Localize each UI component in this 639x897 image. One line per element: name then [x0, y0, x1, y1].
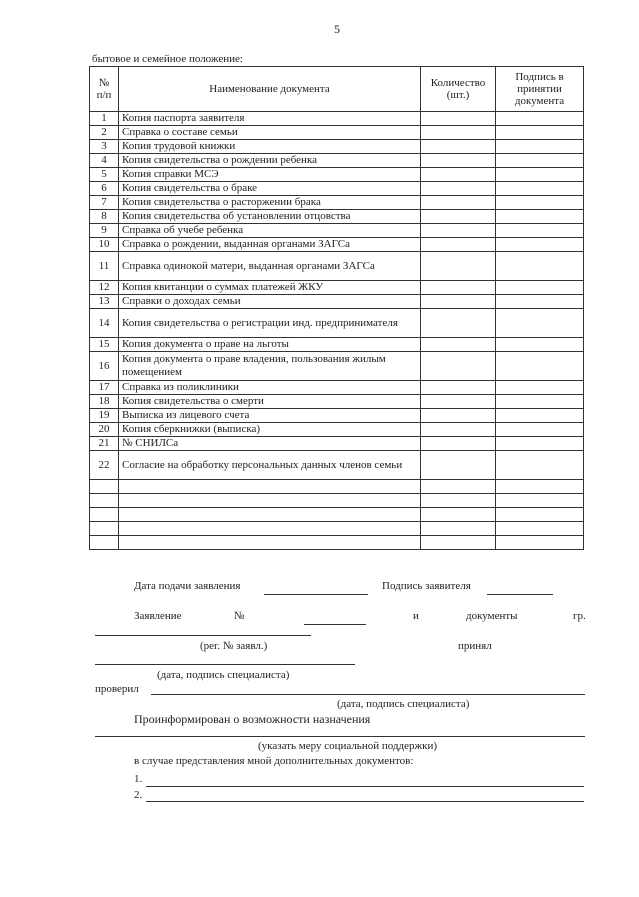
row-signature-cell[interactable] [496, 295, 584, 309]
table-row [90, 168, 584, 182]
row-document-name: Выписка из лицевого счета [119, 409, 421, 423]
informed-label: Проинформирован о возможности назначения [134, 712, 371, 726]
row-document-name: Справка об учебе ребенка [119, 224, 421, 238]
row-signature-cell[interactable] [496, 140, 584, 154]
header-document-name: Наименование документа [119, 67, 421, 112]
row-quantity-cell[interactable] [421, 140, 496, 154]
table-row [90, 252, 584, 281]
checked-label: проверил [95, 683, 139, 695]
reg-number-label: (рег. № заявл.) [200, 640, 268, 652]
submit-date-line[interactable] [264, 594, 368, 595]
row-signature-cell[interactable] [496, 126, 584, 140]
row-document-name: Копия свидетельства о смерти [119, 395, 421, 409]
blank-row [90, 508, 584, 522]
row-number: 19 [90, 409, 119, 423]
row-number: 18 [90, 395, 119, 409]
row-document-name: Копия справки МСЭ [119, 168, 421, 182]
row-signature-cell[interactable] [496, 182, 584, 196]
row-number: 14 [90, 309, 119, 338]
table-row [90, 381, 584, 395]
statement-number-line[interactable] [304, 624, 366, 625]
submit-date-label: Дата подачи заявления [134, 580, 241, 592]
date-signature-label-2: (дата, подпись специалиста) [337, 698, 470, 710]
blank-row [90, 522, 584, 536]
row-document-name: Справка о составе семьи [119, 126, 421, 140]
row-quantity-cell[interactable] [421, 126, 496, 140]
table-row [90, 182, 584, 196]
row-number: 15 [90, 338, 119, 352]
table-row [90, 126, 584, 140]
blank-row [90, 494, 584, 508]
header-number: № п/п [90, 67, 119, 112]
table-row [90, 224, 584, 238]
row-document-name: Копия свидетельства об установлении отцовства [119, 210, 421, 224]
row-signature-cell[interactable] [496, 238, 584, 252]
row-signature-cell[interactable] [496, 409, 584, 423]
and-label: и [413, 610, 419, 622]
accepted-signature-line[interactable] [95, 664, 355, 665]
row-signature-cell[interactable] [496, 309, 584, 338]
row-document-name: Копия свидетельства о рождении ребенка [119, 154, 421, 168]
table-row [90, 451, 584, 480]
row-signature-cell[interactable] [496, 252, 584, 281]
table-row [90, 154, 584, 168]
table-row [90, 352, 584, 381]
row-document-name: Справки о доходах семьи [119, 295, 421, 309]
row-signature-cell[interactable] [496, 437, 584, 451]
row-document-name: Копия квитанции о суммах платежей ЖКУ [119, 281, 421, 295]
citizen-name-line[interactable] [95, 635, 311, 636]
intro-text: бытовое и семейное положение: [92, 53, 243, 65]
row-number: 10 [90, 238, 119, 252]
row-quantity-cell[interactable] [421, 154, 496, 168]
row-document-name: Справка о рождении, выданная органами ЗАГСа [119, 238, 421, 252]
row-quantity-cell[interactable] [421, 437, 496, 451]
row-number: 4 [90, 154, 119, 168]
row-signature-cell[interactable] [496, 224, 584, 238]
row-quantity-cell[interactable] [421, 196, 496, 210]
item-1-label: 1. [134, 773, 143, 785]
row-document-name: № СНИЛСа [119, 437, 421, 451]
row-quantity-cell[interactable] [421, 423, 496, 437]
row-signature-cell[interactable] [496, 112, 584, 126]
row-document-name: Копия трудовой книжки [119, 140, 421, 154]
checked-signature-line[interactable] [151, 694, 585, 695]
row-signature-cell[interactable] [496, 168, 584, 182]
row-signature-cell[interactable] [496, 352, 584, 381]
table-row [90, 409, 584, 423]
row-quantity-cell[interactable] [421, 352, 496, 381]
support-measure-label: (указать меру социальной поддержки) [258, 740, 437, 752]
row-quantity-cell[interactable] [421, 281, 496, 295]
row-signature-cell[interactable] [496, 154, 584, 168]
row-quantity-cell[interactable] [421, 395, 496, 409]
row-number: 13 [90, 295, 119, 309]
table-row [90, 309, 584, 338]
item-2-label: 2. [134, 789, 143, 801]
row-document-name: Копия документа о праве на льготы [119, 338, 421, 352]
table-row [90, 338, 584, 352]
row-number: 5 [90, 168, 119, 182]
item-2-line[interactable] [146, 801, 584, 802]
row-number: 21 [90, 437, 119, 451]
row-document-name: Справка одинокой матери, выданная органами ЗАГСа [119, 252, 421, 281]
accepted-label: принял [458, 640, 492, 652]
row-signature-cell[interactable] [496, 210, 584, 224]
table-row [90, 112, 584, 126]
row-document-name: Согласие на обработку персональных данных членов семьи [119, 451, 421, 480]
row-number: 16 [90, 352, 119, 381]
row-signature-cell[interactable] [496, 395, 584, 409]
table-row [90, 437, 584, 451]
statement-label: Заявление [134, 610, 182, 622]
row-number: 8 [90, 210, 119, 224]
documents-table [89, 66, 584, 550]
row-signature-cell[interactable] [496, 196, 584, 210]
table-row [90, 395, 584, 409]
row-quantity-cell[interactable] [421, 210, 496, 224]
row-quantity-cell[interactable] [421, 338, 496, 352]
row-signature-cell[interactable] [496, 338, 584, 352]
row-quantity-cell[interactable] [421, 409, 496, 423]
number-sign: № [234, 610, 245, 622]
support-measure-line[interactable] [95, 736, 585, 737]
row-number: 11 [90, 252, 119, 281]
row-quantity-cell[interactable] [421, 182, 496, 196]
table-row [90, 238, 584, 252]
row-document-name: Копия сберкнижки (выписка) [119, 423, 421, 437]
row-quantity-cell[interactable] [421, 451, 496, 480]
row-quantity-cell[interactable] [421, 252, 496, 281]
row-quantity-cell[interactable] [421, 309, 496, 338]
citizen-label: гр. [573, 610, 586, 622]
table-row [90, 140, 584, 154]
applicant-signature-line[interactable] [487, 594, 553, 595]
row-number: 9 [90, 224, 119, 238]
blank-row [90, 536, 584, 550]
header-quantity: Количество (шт.) [421, 67, 496, 112]
table-row [90, 295, 584, 309]
table-row [90, 210, 584, 224]
row-document-name: Копия свидетельства о браке [119, 182, 421, 196]
applicant-signature-label: Подпись заявителя [382, 580, 471, 592]
row-number: 7 [90, 196, 119, 210]
page-number: 5 [334, 22, 340, 36]
item-1-line[interactable] [146, 786, 584, 787]
row-signature-cell[interactable] [496, 423, 584, 437]
additional-docs-label: в случае представления мной дополнительных документов: [134, 755, 414, 767]
row-quantity-cell[interactable] [421, 224, 496, 238]
row-quantity-cell[interactable] [421, 112, 496, 126]
row-number: 12 [90, 281, 119, 295]
date-signature-label-1: (дата, подпись специалиста) [157, 669, 290, 681]
row-number: 6 [90, 182, 119, 196]
row-document-name: Копия паспорта заявителя [119, 112, 421, 126]
table-header-row [90, 67, 584, 112]
row-signature-cell[interactable] [496, 381, 584, 395]
header-signature: Подпись в принятии документа [496, 67, 584, 112]
row-number: 20 [90, 423, 119, 437]
table-row [90, 196, 584, 210]
row-quantity-cell[interactable] [421, 295, 496, 309]
row-document-name: Копия документа о праве владения, пользования жилым помещением [119, 352, 421, 381]
row-number: 3 [90, 140, 119, 154]
row-number: 22 [90, 451, 119, 480]
row-quantity-cell[interactable] [421, 168, 496, 182]
row-quantity-cell[interactable] [421, 238, 496, 252]
row-number: 2 [90, 126, 119, 140]
row-signature-cell[interactable] [496, 451, 584, 480]
row-signature-cell[interactable] [496, 281, 584, 295]
row-document-name: Справка из поликлиники [119, 381, 421, 395]
row-document-name: Копия свидетельства о расторжении брака [119, 196, 421, 210]
table-row [90, 281, 584, 295]
documents-label: документы [466, 610, 518, 622]
table-row [90, 423, 584, 437]
row-number: 1 [90, 112, 119, 126]
row-quantity-cell[interactable] [421, 381, 496, 395]
row-document-name: Копия свидетельства о регистрации инд. предпринимателя [119, 309, 421, 338]
row-number: 17 [90, 381, 119, 395]
blank-row [90, 480, 584, 494]
